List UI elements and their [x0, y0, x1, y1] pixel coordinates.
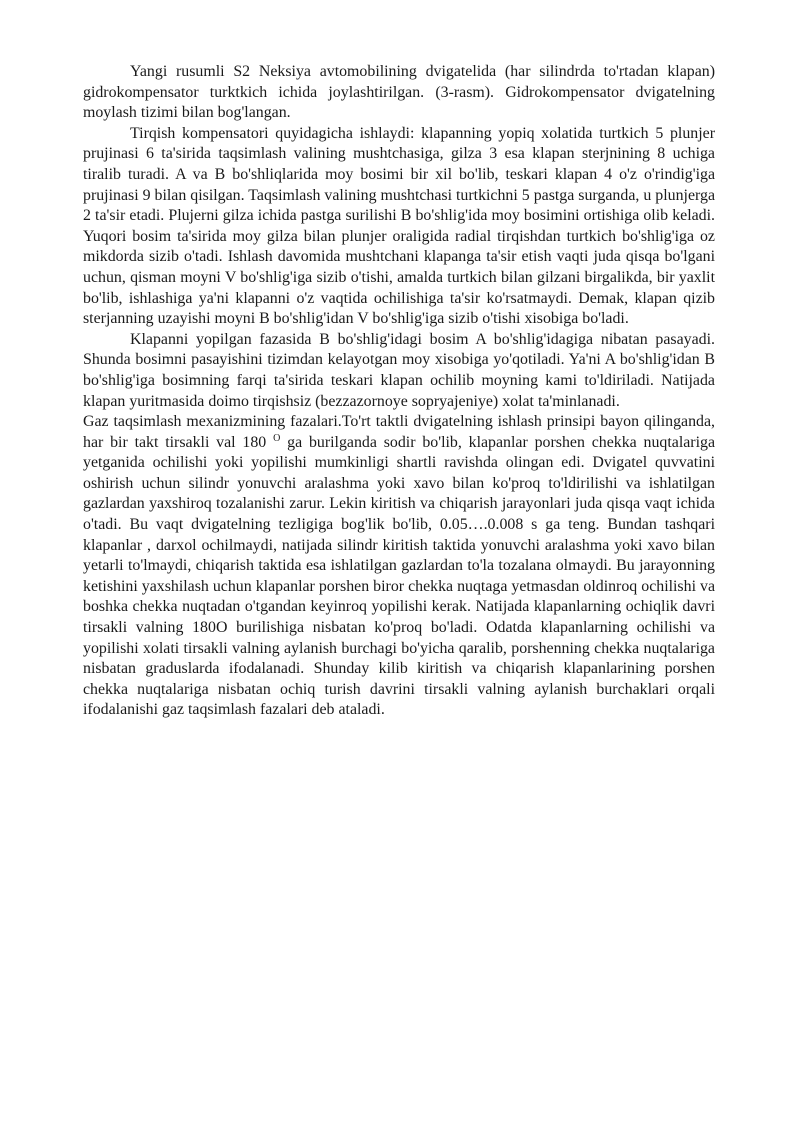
paragraph-gas-distribution-phases	[83, 412, 715, 721]
degree-superscript: O	[273, 432, 281, 444]
paragraph-hydraulic-compensator-intro: Yangi rusumli S2 Neksiya avtomobilining dvigatelida (har silindrda to'rtadan klapan) gidrokompensator turktkich ichida joylashtirilgan. (3-rasm). Gidrokompensator dvigatelning moylash tizimi bilan bog'langan.	[83, 63, 715, 122]
paragraph-valve-closed-phase: Klapanni yopilgan fazasida B bo'shlig'idagi bosim A bo'shlig'idagiga nibatan pasayadi. Shunda bosimni pasayishini tizimdan kelayotgan moy xisobiga yo'qotiladi. Ya'ni A bo'shlig'idan B bo'shlig'iga bosimning farqi ta'sirida teskari klapan ochilib moyning kami to'ldiriladi. Natijada klapan yuritmasida doimo tirqishsiz (bezzazornoye sopryajeniye) xolat ta'minlanadi.	[83, 330, 715, 410]
paragraph-text-before-degree: Gaz taqsimlash mexanizmining fazalari.To'rt taktli dvigatelning ishlash prinsipi bayon qilinganda, har bir takt tirsakli val 180	[83, 413, 715, 451]
paragraph-gap-compensator-operation: Tirqish kompensatori quyidagicha ishlaydi: klapanning yopiq xolatida turtkich 5 plunjer prujinasi 6 ta'sirida taqsimlash valining mushtchasiga, gilza 3 esa klapan sterjnining 8 uchiga tiralib turadi. A va B bo'shliqlarida moy bosimi bir xil bo'lib, teskari klapan 4 o'z o'rindig'iga prujinasi 9 bilan qisilgan. Taqsimlash valining mushtchasi turtkichni 5 pastga surganda, u plunjerga 2 ta'sir etadi. Plujerni gilza ichida pastga surilishi B bo'shlig'ida moy bosimini ortishiga olib keladi. Yuqori bosim ta'sirida moy gilza bilan plunjer oraligida radial tirqishdan turtkich bo'shlig'iga oz mikdorda sizib o'tadi. Ishlash davomida mushtchani klapanga ta'sir etish vaqti juda qisqa bo'lgani uchun, qisman moyni V bo'shlig'iga sizib o'tishi, amalda turtkich bilan gilzani birgalikda, bir yaxlit bo'lib, ishlashiga ya'ni klapanni o'z vaqtida ochilishiga ta'sir ko'rsatmaydi. Demak, klapan qizib sterjanning uzayishi moyni B bo'shlig'idan V bo'shlig'iga sizib o'tishi xisobiga bo'ladi.	[83, 124, 715, 328]
body-text	[83, 62, 715, 721]
paragraph-text-after-degree: ga burilganda sodir bo'lib, klapanlar porshen chekka nuqtalariga yetganida ochilishi yoki yopilishi mumkinligi shartli ravishda olingan edi. Dvigatel quvvatini oshirish uchun silindr yonuvchi aralashma yoki xavo bilan ko'proq to'ldirilishi va ishlatilgan gazlardan yaxshiroq tozalanishi zarur. Lekin kiritish va chiqarish jarayonlari juda qisqa vaqt ichida o'tadi. Bu vaqt dvigatelning tezligiga bog'lik bo'lib, 0.05….0.008 s ga teng. Bundan tashqari klapanlar , darxol ochilmaydi, natijada silindr kiritish taktida yonuvchi aralashma yoki xavo bilan yetarli to'lmaydi, chiqarish taktida esa ishlatilgan gazlardan to'la tozalana olmaydi. Bu jarayonning ketishini yaxshilash uchun klapanlar porshen biror chekka nuqtaga yetmasdan oldinroq ochilishi va boshka chekka nuqtadan o'tgandan keyinroq yopilishi kerak. Natijada klapanlarning ochiqlik davri tirsakli valning 180O burilishiga nisbatan ko'proq bo'ladi. Odatda klapanlarning ochilishi va yopilishi xolati tirsakli valning aylanish burchagi bo'yicha qaralib, porshenning chekka nuqtalariga nisbatan graduslarda ifodalanadi. Shunday kilib kiritish va chiqarish klapanlarining porshen chekka nuqtalariga nisbatan ochiq turish davrini tirsakli valning aylanish burchaklari orqali ifodalanishi gaz taqsimlash fazalari deb ataladi.	[83, 433, 715, 719]
